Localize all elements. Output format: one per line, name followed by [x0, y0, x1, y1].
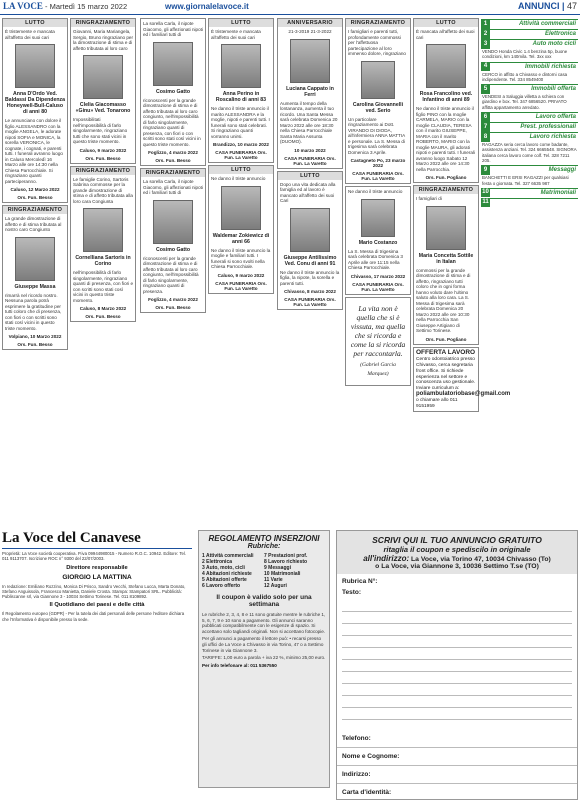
- thanks-notice: RINGRAZIAMENTO La sorella Carla, il nipote Giacomo, gli affezionati nipoti ed i familiari tutti di Cosimo Gatto riconoscenti per la grande dimostrazione di stima e di affetto tributata al loro caro congiunto, nell'impossibilità di farlo singolarmente, ringraziano quanti di presenza. Foglizzo, 4 marzo 2022 Ors. Fun. Besso: [140, 168, 206, 313]
- portrait-photo: [15, 44, 55, 88]
- rubric-list: 1 Attività commerciali 2 Elettronica 3 Auto, moto, cicli 4 Abitazioni richieste 5 Abitazioni offerte 6 Lavoro offerto 7 Prestazioni prof. 8 Lavoro richiesto 9 Messaggi 10 Matrimoniali 11 Varie 12 Auguri: [202, 553, 308, 589]
- rules-title: REGOLAMENTO INSERZIONI: [208, 534, 320, 543]
- quote-text: La vita non è quella che si è vissuta, ma quella che si ricorda e come la si ricorda per raccontarla.: [350, 303, 406, 358]
- portrait-photo: [426, 44, 466, 88]
- address-field[interactable]: Indirizzo:: [337, 766, 577, 784]
- page-header: [0, 0, 580, 15]
- obituary: LUTTO È mancata all'affetto dei suoi cari Rosa Francolino ved. Infantino di anni 89 Ne danno il triste annuncio il figlio PINO con la moglie CARMELA, MARIO con la moglie CLAUDIA, TERESA con il marito GIUSEPPE, MARIA con il marito ROBERTO, MARIO con la moglie MAURA, gli adorati nipoti e parenti tutti. I funerali avranno luogo Sabato 12 Marzo 2022 alle ore 14:30 nella Parrocchia. Ors. Fun. Pogliano: [413, 18, 479, 183]
- thanks-notice: RINGRAZIAMENTO I famigliari di Maria Concetta Sottile in Italan commossi per la grande dimostrazione di stima e di affetto, ringraziano tutti coloro che in ogni forma hanno voluto dare l'ultimo saluto alla loro cara. La S. Messa di trigesima sarà celebrata Domenica 20 Marzo 2022 alle ore 10:30 nella Parrocchia San Giuseppe Artigiano di Settimo Torinese. Ors. Fun. Pogliano: [413, 185, 479, 345]
- category-11: 11: [481, 198, 578, 207]
- category-9: 9 Messaggi: [481, 165, 578, 174]
- job-offer: OFFERTA LAVORO Centro odontoiatrico presso Chivasso, cerca segretaria front office. Si richiede esperienza nel settore e conoscenza uso gestionale. Inviare curriculum a: poliambulatoriobase@gmail.com o chiamare allo 011 9151959: [413, 347, 479, 413]
- category-8: 8 Lavoro richiesta: [481, 132, 578, 141]
- obituary: Ne danno il triste annuncio Mario Costanzo La S. Messa di trigesima sarà celebrata Domenica 3 Aprile alle ore 11:15 nella Chiesa Parrocchiale. Chivasso, 17 marzo 2022 CASA FUNERARIA Ors. Fun. La Varetto: [345, 186, 411, 295]
- section-title: ANNUNCI | 47: [517, 1, 577, 11]
- column-3: [140, 18, 206, 315]
- site-url[interactable]: www.giornalelavoce.it: [165, 2, 249, 11]
- column-5: [277, 18, 343, 312]
- text-label: Testo:: [342, 589, 362, 596]
- job-offer-title: OFFERTA LAVORO: [416, 348, 476, 356]
- portrait-photo: [153, 200, 193, 244]
- imprint-title: La Voce del Canavese: [2, 530, 192, 549]
- portrait-photo: [426, 206, 466, 250]
- column-2: [70, 18, 136, 324]
- portrait-photo: [83, 208, 123, 252]
- director-name: GIORGIO LA MATTINA: [62, 573, 132, 581]
- column-4: [208, 18, 274, 296]
- category-4: 4 Immobili richiesta: [481, 62, 578, 71]
- job-offer-email[interactable]: poliambulatoriobase@gmail.com: [416, 391, 511, 398]
- obituary: LUTTO Dopo una vita dedicata alla famiglia ed al lavoro è mancato all'affetto dei suoi Cari Giuseppe Antilissimo Ved. Conu di anni 91 Ne danno il triste annuncio la figlia, la nipote, la sorella e parenti tutti. Chivasso, 8 marzo 2022 CASA FUNERARIA Ors. Fun. La Varetto: [277, 171, 343, 311]
- ad-text-area[interactable]: [342, 600, 572, 730]
- id-card-field[interactable]: Carta d'identità:: [342, 789, 392, 796]
- rubric-field[interactable]: Rubrica N°:: [342, 578, 378, 585]
- category-3: 3 Auto moto cicli: [481, 39, 578, 48]
- coupon-title: SCRIVI QUI IL TUO ANNUNCIO GRATUITO: [372, 535, 542, 545]
- obituary-title: LUTTO: [3, 19, 67, 27]
- category-10: 10 Matrimoniali: [482, 189, 576, 196]
- quote-box: [345, 297, 411, 386]
- category-5: 5 Immobili offerta: [481, 84, 578, 93]
- portrait-photo: [221, 44, 261, 88]
- portrait-photo: [361, 199, 395, 237]
- obituary: LUTTO È tristemente e mancata all'affetto dei suoi cari Anna Perino in Roscalino di anni 83 Ne danno il triste annuncio il marito ALESSANDRA e la moglie, nipoti e parenti tutti. I funerali sono stati celebrati. Si ringraziano quanti vorranno unirsi. Brandizzo, 10 marzo 2022 CASA FUNERARIA Ors. Fun. La Varetto: [208, 18, 274, 163]
- portrait-photo: [361, 61, 395, 99]
- paper-title: LA VOCE: [3, 1, 43, 11]
- ad-coupon-form: SCRIVI QUI IL TUO ANNUNCIO GRATUITO ritaglia il coupon e spediscilo in originale all'indirizzo: La Voce, via Torino 47, 10034 Chivasso (To) o La Voce, via Giannone 3, 10036 Settimo T.se (TO) Rubrica N°: Testo: Telefono: Nome e Cognome: Indirizzo: Carta d'identità:: [336, 530, 578, 800]
- category-7: 7 Prest. professionali: [481, 122, 578, 131]
- portrait-photo: [290, 39, 330, 83]
- portrait-photo: [153, 42, 193, 86]
- thanks-notice: La sorella Carla, il nipote Giacomo, gli affezionati nipoti ed i familiari tutti di Cosimo Gatto riconoscenti per la grande dimostrazione di stima e di affetto tributata al loro caro congiunto, nell'impossibilità di farlo singolarmente, ringraziano quanti di presenza, con fiori o con scritti sono stati così vicini in questo triste momento. Foglizzo, 4 marzo 2022 Ors. Fun. Besso: [140, 18, 206, 166]
- category-6: 6 Lavoro offerta: [481, 112, 578, 121]
- portrait-photo: [15, 237, 55, 281]
- obituary: LUTTO È tristemente e mancata all'affetto dei suoi cari Anna D'Ordo Ved. Baldassi Da Dipendenza Honeywell-Bull-Caluso di anni 80 Le annunciano con dolore il figlio ALESSANDRO con la moglie ANGELA, le adorate nipoti SOFIA e MONICA, la sorella VERONICA, le cognate, i cognati, e parenti tutti. I funerali avranno luogo in Caluso Mercoledì 16 Marzo alle ore 14:30 nella Chiesa Parrocchiale. Si ringraziano quanti parteciperanno. Caluso, 12 Marzo 2022 Ors. Fun. Besso: [2, 18, 68, 203]
- thanks-notice: RINGRAZIAMENTO Giovanni, Maria Mariangela, Sergio, Bruno ringraziano per la dimostrazione di stima e di affetto tributata al loro caro Clelia Giacomasso «Ginu» Ved. Tonarono Impossibilitati nell'impossibilità di farlo singolarmente, ringraziano tutti che sono stati vicini in questo triste momento. Caluso, 9 marzo 2022 Ors. Fun. Besso: [70, 18, 136, 164]
- imprint: La Voce del Canavese Proprietà: La Voce società cooperativa. P.iva 09944980015 - Numero R.O.C. 10942. Editore: Tel. 011 9113707. Iscrizione ROC n° 9300 del 22/07/2003. Direttore responsabile GIORGIO LA MATTINA In redazione: Emiliano Rozzino, Monica Di Prisco, Sandro Vecchi, Stefano Lucca, Marta Donato, Stefano Anguissola, Francesco Manietta, Daniele Crosta. Stampa: Stampatori SRL. Pubblicità: Publiscanne srl, via Giannone 3 - 10034 Settimo Torinese. Tel. 011 8109892. Il Quotidiano dei paesi e delle città Il Regolamento europeo (GDPR) - Per la tutela dei dati personali delle persone l'editore dichiara che l'Informativa è disponibile presso la sede.: [2, 530, 192, 622]
- coupon-validity: Il coupon è valido solo per una settimana: [216, 594, 312, 608]
- paper-date: - Martedì 15 marzo 2022: [42, 2, 128, 11]
- paper-name: [3, 1, 127, 11]
- quote-author: (Gabriel Garcia Marquez): [360, 361, 396, 377]
- column-6: [345, 18, 411, 388]
- category-2: 2 Elettronica: [481, 29, 578, 38]
- thanks-notice: RINGRAZIAMENTO La grande dimostrazione di affetto e di stima tributata al nostro caro Congiunto Giuseppe Massa rimarrà nel ricordo nostro. Nessuna parola potrà esprimere la gratitudine per tutti coloro che di presenza, con fiori o con scritti sono stati così vicini in questo triste momento. Volpiano, 10 Marzo 2022 Ors. Fun. Besso: [2, 205, 68, 350]
- column-1: [2, 18, 68, 352]
- portrait-photo: [221, 186, 261, 230]
- column-7: [413, 18, 511, 414]
- category-1: 1 Attività commerciali: [481, 19, 578, 28]
- portrait-photo: [83, 55, 123, 99]
- rules-box: REGOLAMENTO INSERZIONI Rubriche: 1 Attività commerciali 2 Elettronica 3 Auto, moto, cicli 4 Abitazioni richieste 5 Abitazioni offerte 6 Lavoro offerto 7 Prestazioni prof. 8 Lavoro richiesto 9 Messaggi 10 Matrimoniali 11 Varie 12 Auguri Il coupon è valido solo per una settimana Le rubriche 2, 3, 4, 8 e 11 sono gratuite mentre le rubriche 1, 5, 6, 7, 9 e 10 sono a pagamento. Gli annunci saranno pubblicati compatibilmente con le esigenze di spazio. Si accettano solo tagliandi originali. Non si accettano fotocopie. Per gli annunci a pagamento il lettore può: • recarsi presso gli uffici de La Voce a Chivasso in via Torino, 47 o a Settimo Torinese in via Giannone 3. TARIFFE: 1,00 euro a parola + iva 22 %, minimo 25,00 euro. Per info telefonare al: 011 5367550: [198, 530, 330, 788]
- anniversary-notice: ANNIVERSARIO 21-3-2019 21-3-2022 Luciana Cappato in Ferri Aumenta il tempo della lontananza, aumenta il tuo ricordo. Una Santa Messa sarà celebrata Domenica 20 Marzo 2022 alle ore 18:30 nella Chiesa Parrocchiale Santa Maria Assunta (DUOMO). 10 marzo 2022 CASA FUNERARIA Ors. Fun. La Varetto: [277, 18, 343, 169]
- ads-column: 1 Attività commerciali 2 Elettronica 3 Auto moto cicli VENDO Honda Civic 1.4 benzina 5p, buone condizioni, km 140mila. Tel. 3xx xxx 4 Immobili richiesta CERCO in affitto a Chivasso e dintorni casa indipendente. Tel. 334 8549400 5 Immobili offerta VENDESI a Saluggia villetta a schiera con giardino e box. Tel. 347 6856520. PRIVATO affitta appartamento arredato. 6 Lavoro offerta 7 Prest. professionali 8 Lavoro richiesta RAGAZZA seria cerca lavoro come badante, assistenza anziani. Tel. 324 6665548. SIGNORA italiana cerca lavoro come colf. Tel. 328 7211 205. 9 Messaggi BANCHETTI E ERSI RAGAZZI per qualsiasi festa o giornata. Tel. 327 6635 987 10 Matrimoniali 11: [482, 20, 577, 206]
- phone-field[interactable]: Telefono:: [337, 730, 577, 748]
- name-field[interactable]: Nome e Cognome:: [337, 748, 577, 766]
- page-number: 47: [566, 1, 577, 11]
- obituary: LUTTO Ne danno il triste annuncio Waldemar Zokiewicz di anni 66 Ne danno il triste annuncio la moglie e familiari tutti. I funerali si sono svolti nella Chiesa Parrocchiale. Caluso, 9 marzo 2022 CASA FUNERARIA Ors. Fun. La Varetto: [208, 165, 274, 294]
- thanks-notice: RINGRAZIAMENTO I famigliari e parenti tutti, profondamente commossi per l'affettuosa partecipazione al loro immenso dolore, ringraziano Carolina Giovannelli ved. Serio Un particolare ringraziamento ai Dott. VIRANDO DI DIODA, all'infermiera ANNA MATTIA e personale. La S. Messa di trigesima sarà celebrata Domenica 3 Aprile. Castagneto Po, 23 marzo 2022 CASA FUNERARIA Ors. Fun. La Varetto: [345, 18, 411, 184]
- info-phone: Per info telefonare al: 011 5367550: [202, 662, 277, 668]
- thanks-notice: RINGRAZIAMENTO Le famiglie Corino, Sartoris Sabrina commosse per la grande dimostrazione di stima e di affetto tributata alla loro cara Congiunta Cornelliana Sartoris in Corino nell'impossibilità di farlo singolarmente, ringraziano quanti di presenza, con fiori e con scritti sono stati così vicini in questo triste momento. Caluso, 8 Marzo 2022 Ors. Fun. Besso: [70, 166, 136, 323]
- portrait-photo: [290, 208, 330, 252]
